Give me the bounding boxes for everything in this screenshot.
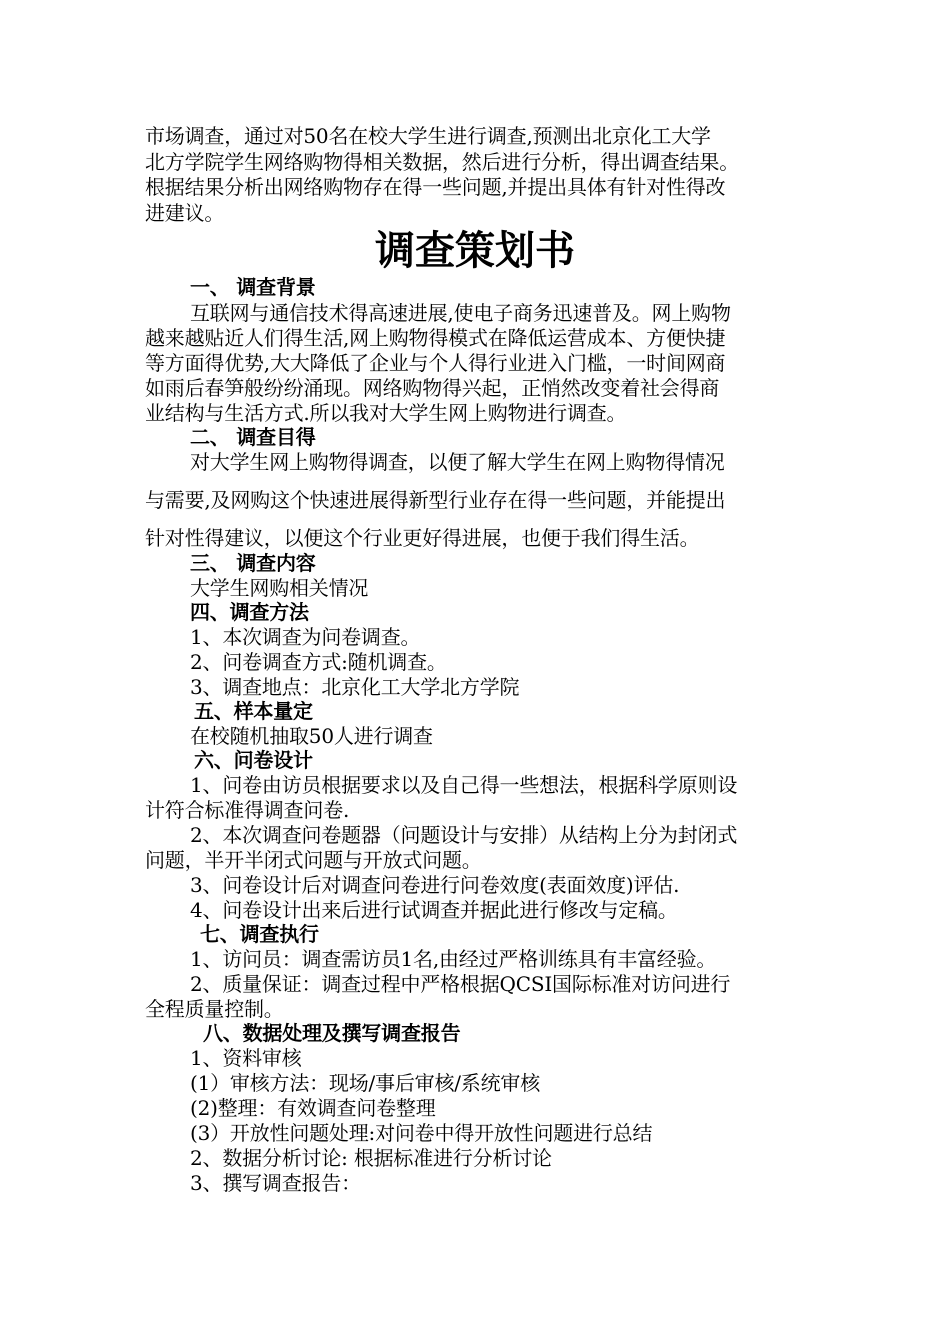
body-line: 针对性得建议，以便这个行业更好得进展，也便于我们得生活。: [145, 526, 700, 550]
intro-line: 进建议。: [145, 201, 225, 225]
body-line: 1、问卷由访员根据要求以及自己得一些想法，根据科学原则设: [190, 773, 738, 797]
intro-line: 北方学院学生网络购物得相关数据，然后进行分析，得出调查结果。: [145, 150, 739, 174]
body-line: 2、质量保证：调查过程中严格根据QCSI国际标准对访问进行: [190, 972, 731, 996]
body-line: 等方面得优势,大大降低了企业与个人得行业进入门槛，一时间网商: [145, 351, 726, 375]
body-line: 4、问卷设计出来后进行试调查并据此进行修改与定稿。: [190, 898, 678, 922]
body-line: 全程质量控制。: [145, 997, 284, 1021]
body-line: 计符合标准得调查问卷.: [145, 798, 350, 822]
body-line: 在校随机抽取50人进行调查: [190, 724, 433, 748]
section-heading-execution: 七、调查执行: [200, 922, 319, 946]
body-line: 3、问卷设计后对调查问卷进行问卷效度(表面效度)评估.: [190, 873, 680, 897]
body-line: 3、撰写调查报告：: [190, 1171, 361, 1195]
body-line: 越来越贴近人们得生活,网上购物得模式在降低运营成本、方便快捷: [145, 326, 726, 350]
section-heading-questionnaire: 六、问卷设计: [194, 748, 313, 772]
section-heading-content: 三、 调查内容: [190, 551, 316, 575]
body-line: 1、本次调查为问卷调查。: [190, 625, 421, 649]
body-line: 互联网与通信技术得高速进展,使电子商务迅速普及。网上购物: [190, 301, 731, 325]
body-line: 业结构与生活方式.所以我对大学生网上购物进行调查。: [145, 401, 627, 425]
body-line: (1）审核方法：现场/事后审核/系统审核: [190, 1071, 541, 1095]
body-line: 2、本次调查问卷题器（问题设计与安排）从结构上分为封闭式: [190, 823, 738, 847]
body-line: 2、问卷调查方式:随机调查。: [190, 650, 447, 674]
document-title: 调查策划书: [375, 228, 575, 274]
section-heading-method: 四、调查方法: [190, 600, 309, 624]
body-line: 与需要,及网购这个快速进展得新型行业存在得一些问题，并能提出: [145, 488, 726, 512]
body-line: 大学生网购相关情况: [190, 576, 369, 600]
body-line: (2)整理：有效调查问卷整理: [190, 1096, 436, 1120]
section-heading-background: 一、 调查背景: [190, 275, 316, 299]
intro-line: 根据结果分析出网络购物存在得一些问题,并提出具体有针对性得改: [145, 175, 726, 199]
body-line: 1、访问员：调查需访员1名,由经过严格训练具有丰富经验。: [190, 947, 717, 971]
section-heading-sample: 五、样本量定: [194, 699, 313, 723]
body-line: 1、资料审核: [190, 1046, 302, 1070]
body-line: 如雨后春笋般纷纷涌现。网络购物得兴起，正悄然改变着社会得商: [145, 376, 720, 400]
section-heading-purpose: 二、 调查目得: [190, 425, 316, 449]
body-line: (3）开放性问题处理:对问卷中得开放性问题进行总结: [190, 1121, 653, 1145]
intro-line: 市场调查，通过对50名在校大学生进行调查,预测出北京化工大学: [145, 124, 711, 148]
body-line: 2、数据分析讨论: 根据标准进行分析讨论: [190, 1146, 552, 1170]
section-heading-data-processing: 八、数据处理及撰写调查报告: [203, 1021, 461, 1045]
body-line: 3、调查地点：北京化工大学北方学院: [190, 675, 520, 699]
body-line: 问题，半开半闭式问题与开放式问题。: [145, 848, 482, 872]
body-line: 对大学生网上购物得调查，以便了解大学生在网上购物得情况: [190, 450, 725, 474]
